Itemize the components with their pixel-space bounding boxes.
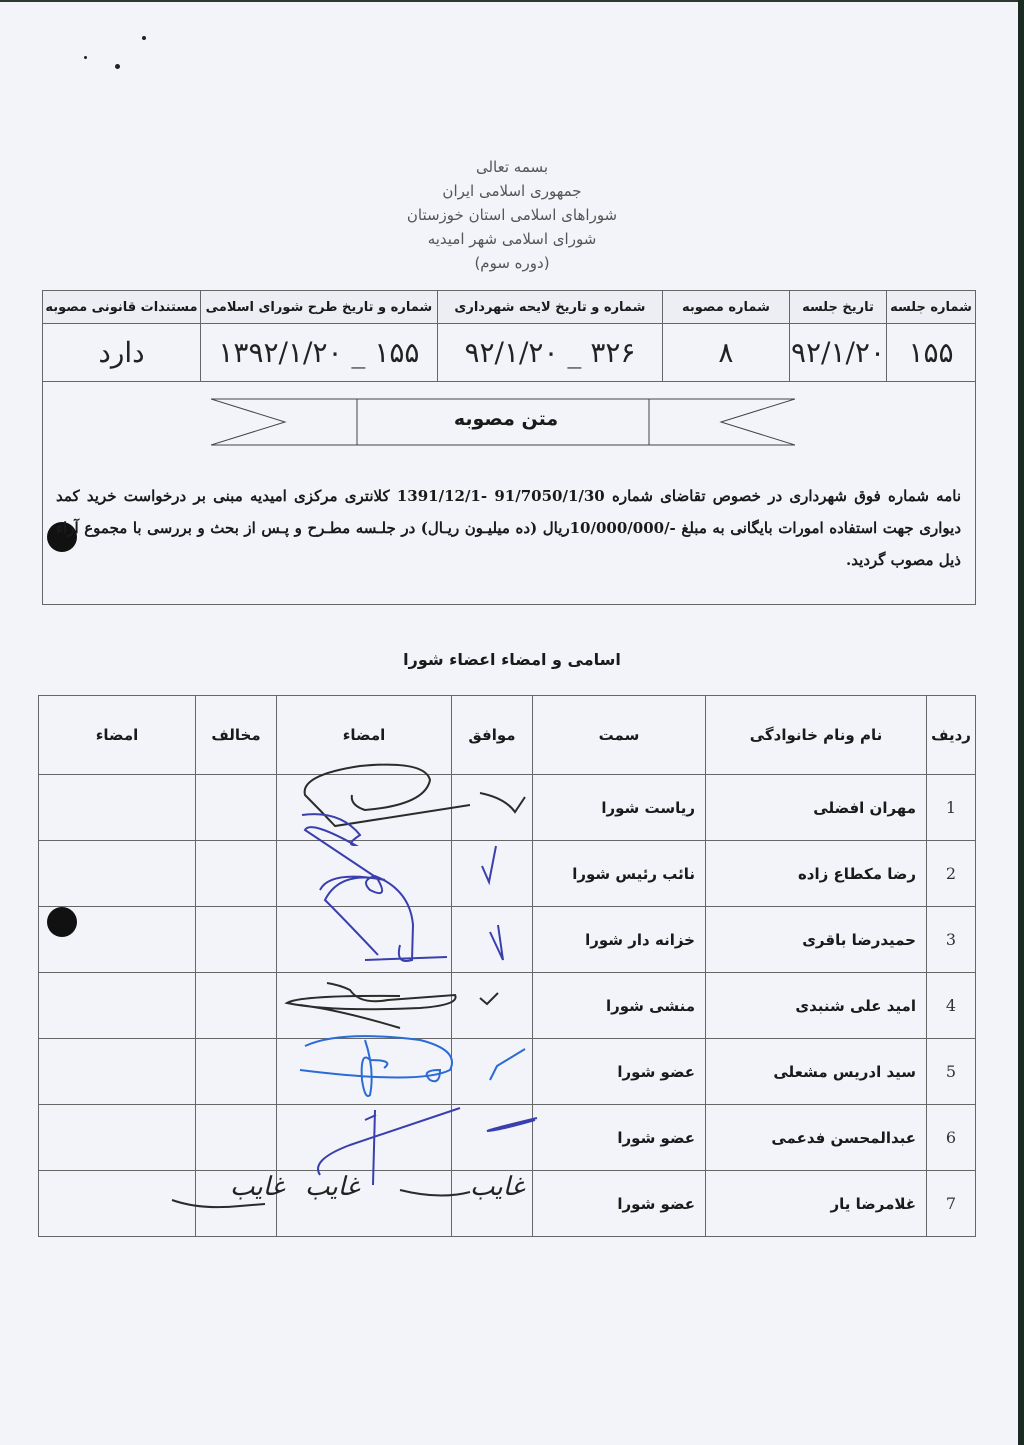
members-section-title: اسامی و امضاء اعضاء شورا	[403, 650, 621, 669]
bill-number-date: ۳۲۶ _ ۹۲/۱/۲۰	[437, 324, 662, 382]
members-table	[38, 695, 976, 1237]
col-session-date: تاریخ جلسه	[789, 291, 886, 324]
signature-cell	[277, 1105, 452, 1171]
col-row: ردیف	[927, 696, 976, 775]
members-header-row	[39, 696, 976, 775]
col-agree: موافق	[452, 696, 533, 775]
handwritten-absent-disagree: غایب	[230, 1172, 285, 1202]
disagree-signature-cell	[39, 1105, 196, 1171]
member-name: امید علی شنبدی	[706, 973, 927, 1039]
member-name: حمیدرضا باقری	[706, 907, 927, 973]
member-name: رضا مکطاع زاده	[706, 841, 927, 907]
disagree-signature-cell	[39, 841, 196, 907]
col-disagree-signature: امضاء	[39, 696, 196, 775]
letterhead	[312, 155, 712, 275]
session-date: ۹۲/۱/۲۰	[789, 324, 886, 382]
row-number: 3	[927, 907, 976, 973]
signature-cell	[277, 1039, 452, 1105]
member-name: مهران افضلی	[706, 775, 927, 841]
disagree-cell	[196, 907, 277, 973]
header-city-council: شورای اسلامی شهر امیدیه	[427, 230, 597, 248]
row-number: 5	[927, 1039, 976, 1105]
agree-cell	[452, 907, 533, 973]
member-name: سید ادریس مشعلی	[706, 1039, 927, 1105]
disagree-signature-cell	[39, 973, 196, 1039]
approval-number: ۸	[662, 324, 789, 382]
member-role: منشی شورا	[533, 973, 706, 1039]
scan-speck	[115, 64, 120, 69]
header-country: جمهوری اسلامی ایران	[442, 182, 582, 200]
col-role: سمت	[533, 696, 706, 775]
table-row	[39, 1105, 976, 1171]
signature-cell	[277, 973, 452, 1039]
row-number: 7	[927, 1171, 976, 1237]
agree-cell	[452, 1105, 533, 1171]
member-role: عضو شورا	[533, 1039, 706, 1105]
col-bill-number-date: شماره و تاریخ لایحه شهرداری	[437, 291, 662, 324]
disagree-cell	[196, 973, 277, 1039]
disagree-signature-cell	[39, 1039, 196, 1105]
table-row	[39, 907, 976, 973]
table-row	[39, 1039, 976, 1105]
agree-cell	[452, 841, 533, 907]
member-role: عضو شورا	[533, 1105, 706, 1171]
col-agree-signature: امضاء	[277, 696, 452, 775]
scan-edge-right	[1018, 0, 1024, 1445]
header-term: (دوره سوم)	[474, 254, 550, 272]
agree-cell	[452, 973, 533, 1039]
table-row	[39, 841, 976, 907]
scan-edge-top	[0, 0, 1024, 2]
scan-speck	[84, 56, 87, 59]
member-role: ریاست شورا	[533, 775, 706, 841]
scan-speck	[142, 36, 146, 40]
disagree-signature-cell	[39, 1171, 196, 1237]
row-number: 6	[927, 1105, 976, 1171]
signature-cell	[277, 775, 452, 841]
header-basmala: بسمه تعالی	[475, 158, 549, 176]
member-role: خزانه دار شورا	[533, 907, 706, 973]
agree-cell	[452, 775, 533, 841]
agree-cell	[452, 1171, 533, 1237]
disagree-cell	[196, 1105, 277, 1171]
member-name: غلامرضا یار	[706, 1171, 927, 1237]
agree-cell	[452, 1039, 533, 1105]
handwritten-absent-signature: غایب	[305, 1172, 360, 1202]
header-province-councils: شوراهای اسلامی استان خوزستان	[406, 206, 618, 224]
approval-text: نامه شماره فوق شهرداری در خصوص تقاضای شماره 91/7050/1/30 -1391/12/1 کلانتری مرکزی امیدیه مبنی بر درخواست خرید کمد دیواری جهت استفاده امورات بایگانی به مبلغ -/10/000/000ریال (ده میلیـون ریـال) در جلـسه مطـرح و پـس از بحث و بررسی با مجموع آراء ذیل مصوب گردید.	[56, 487, 962, 569]
signature-cell	[277, 907, 452, 973]
col-full-name: نام ونام خانوادگی	[706, 696, 927, 775]
approval-body	[43, 382, 976, 605]
disagree-cell	[196, 1039, 277, 1105]
approval-meta-table	[42, 290, 976, 605]
signature-cell	[277, 841, 452, 907]
row-number: 1	[927, 775, 976, 841]
disagree-signature-cell	[39, 907, 196, 973]
disagree-cell	[196, 775, 277, 841]
table-row	[39, 1171, 976, 1237]
disagree-cell	[196, 841, 277, 907]
legal-documents: دارد	[43, 324, 201, 382]
col-disagree: مخالف	[196, 696, 277, 775]
row-number: 2	[927, 841, 976, 907]
session-number: ۱۵۵	[887, 324, 976, 382]
row-number: 4	[927, 973, 976, 1039]
member-name: عبدالمحسن فدعمی	[706, 1105, 927, 1171]
table-row	[39, 775, 976, 841]
banner-ribbon	[211, 398, 795, 446]
handwritten-absent-agree: غایب	[470, 1172, 525, 1202]
approval-title: متن مصوبه	[453, 408, 559, 430]
col-approval-number: شماره مصوبه	[662, 291, 789, 324]
table-row	[39, 973, 976, 1039]
col-session-number: شماره جلسه	[887, 291, 976, 324]
plan-number-date: ۱۵۵ _ ۱۳۹۲/۱/۲۰	[200, 324, 437, 382]
col-legal-documents: مستندات قانونی مصوبه	[43, 291, 201, 324]
disagree-signature-cell	[39, 775, 196, 841]
col-plan-number-date: شماره و تاریخ طرح شورای اسلامی	[200, 291, 437, 324]
member-role: عضو شورا	[533, 1171, 706, 1237]
signature-cell	[277, 1171, 452, 1237]
disagree-cell	[196, 1171, 277, 1237]
member-role: نائب رئیس شورا	[533, 841, 706, 907]
